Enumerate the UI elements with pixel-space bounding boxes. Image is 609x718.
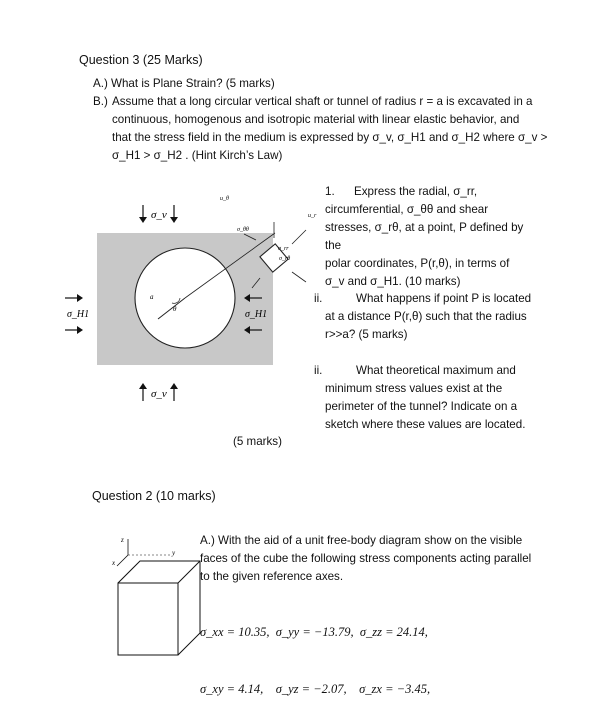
- item-3-text: [325, 362, 537, 434]
- sigma-h1-left-label: σ_H1: [67, 309, 90, 320]
- cube: [118, 561, 200, 655]
- tunnel-diagram: [60, 190, 323, 430]
- question-3-title: Question 3 (25 Marks): [79, 53, 203, 67]
- cube-diagram: [100, 533, 210, 659]
- item-3-line: sketch where these values are located.: [325, 418, 526, 431]
- item-1-line: Express the radial, σ_rr,: [354, 185, 478, 198]
- sigma-rth-label: σ_rθ: [279, 256, 291, 262]
- q3b-line: σ_H1 > σ_H2 . (Hint Kirch’s Law): [112, 149, 283, 162]
- stress-components: [200, 585, 430, 718]
- x-axis-label: x: [112, 559, 116, 567]
- q3b-line: Assume that a long circular vertical shaft or tunnel of radius r = a is excavated in a: [112, 95, 533, 108]
- item-1-line: σ_v and σ_H1. (10 marks): [325, 275, 461, 288]
- question-2-title: Question 2 (10 marks): [92, 489, 216, 503]
- q2a-line: A.) With the aid of a unit free-body diagram show on the visible: [200, 534, 523, 547]
- marks-label: (5 marks): [233, 435, 282, 448]
- q3b-line: that the stress field in the medium is expressed by σ_v, σ_H1 and σ_H2 where σ_v >: [112, 131, 548, 144]
- question-3b-label: B.): [93, 95, 108, 108]
- item-3-line: What theoretical maximum and: [356, 364, 516, 377]
- q2a-line: to the given reference axes.: [200, 570, 344, 583]
- item-2-line: What happens if point P is located: [356, 292, 532, 305]
- question-2a: [200, 532, 531, 586]
- q3b-line: continuous, homogenous and isotropic material with linear elastic behavior, and: [112, 113, 520, 126]
- question-3a: A.) What is Plane Strain? (5 marks): [93, 77, 275, 90]
- question-3b-text: [112, 93, 548, 165]
- item-3-line: perimeter of the tunnel? Indicate on a: [325, 400, 518, 413]
- item-3-number: ii.: [314, 364, 323, 377]
- sigma-v-bottom-label: σ_v: [151, 388, 167, 400]
- item-2-text: [325, 290, 537, 344]
- radius-label: a: [150, 293, 154, 301]
- item-1-number: 1.: [325, 185, 335, 198]
- z-axis-label: z: [121, 536, 124, 544]
- item-1-line: circumferential, σ_θθ and shear: [325, 203, 489, 216]
- theta-label: θ: [173, 305, 177, 313]
- sigma-v-top-label: σ_v: [151, 209, 167, 221]
- stress-line-2: σ_xy = 4.14, σ_yz = −2.07, σ_zx = −3.45,: [200, 682, 431, 696]
- sigma-h1-right-label: σ_H1: [245, 309, 268, 320]
- q2a-line: faces of the cube the following stress components acting parallel: [200, 552, 532, 565]
- item-2-line: r>>a? (5 marks): [325, 328, 408, 341]
- item-2-line: at a distance P(r,θ) such that the radius: [325, 310, 527, 323]
- item-1-line: stresses, σ_rθ, at a point, P defined by the: [325, 221, 524, 252]
- u-theta-label: u_θ: [220, 196, 229, 202]
- item-3-line: minimum stress values exist at the: [325, 382, 503, 395]
- sigma-rr-label: σ_rr: [278, 246, 289, 252]
- item-1-text: [325, 183, 535, 291]
- stress-line-1: σ_xx = 10.35, σ_yy = −13.79, σ_zz = 24.14,: [200, 625, 428, 639]
- y-axis-label: y: [172, 549, 176, 557]
- item-2-number: ii.: [314, 292, 323, 305]
- item-1-line: polar coordinates, P(r,θ), in terms of: [325, 257, 510, 270]
- sigma-thth-label: σ_θθ: [237, 227, 249, 233]
- x-axis: [117, 555, 128, 566]
- u-r-label: u_r: [308, 213, 317, 219]
